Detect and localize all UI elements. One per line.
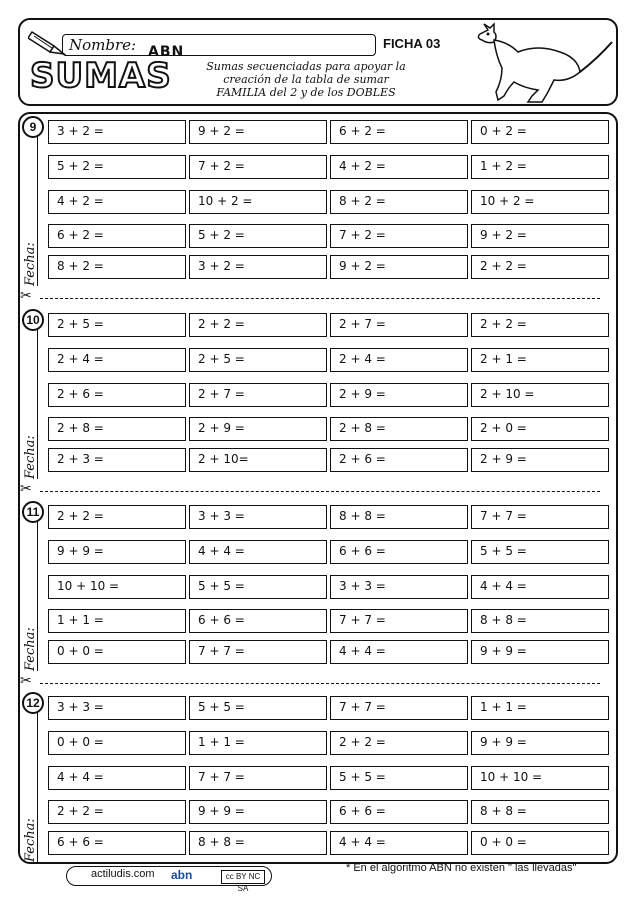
name-field[interactable] bbox=[62, 34, 376, 56]
sum-exercise-box[interactable]: 2 + 8 = bbox=[330, 417, 468, 441]
sum-exercise-box[interactable]: 3 + 3 = bbox=[330, 575, 468, 599]
sum-exercise-box[interactable]: 2 + 6 = bbox=[48, 383, 186, 407]
section-number: 12 bbox=[22, 692, 44, 714]
sum-exercise-box[interactable]: 2 + 9 = bbox=[189, 417, 327, 441]
sum-exercise-box[interactable]: 2 + 2 = bbox=[471, 313, 609, 337]
sum-exercise-box[interactable]: 8 + 8 = bbox=[330, 505, 468, 529]
kangaroo-icon bbox=[468, 22, 613, 104]
sum-exercise-box[interactable]: 2 + 3 = bbox=[48, 448, 186, 472]
sum-exercise-box[interactable]: 3 + 2 = bbox=[48, 120, 186, 144]
sum-exercise-box[interactable]: 5 + 5 = bbox=[189, 696, 327, 720]
sum-exercise-box[interactable]: 9 + 9 = bbox=[471, 640, 609, 664]
sum-exercise-box[interactable]: 9 + 2 = bbox=[189, 120, 327, 144]
sum-exercise-box[interactable]: 10 + 10 = bbox=[471, 766, 609, 790]
sum-exercise-box[interactable]: 0 + 0 = bbox=[48, 640, 186, 664]
sum-exercise-box[interactable]: 1 + 1 = bbox=[471, 696, 609, 720]
sum-exercise-box[interactable]: 6 + 6 = bbox=[330, 800, 468, 824]
subtitle-line: creación de la tabla de sumar bbox=[223, 73, 389, 86]
sum-exercise-box[interactable]: 0 + 0 = bbox=[471, 831, 609, 855]
sum-exercise-box[interactable]: 2 + 2 = bbox=[189, 313, 327, 337]
sum-exercise-box[interactable]: 2 + 4 = bbox=[48, 348, 186, 372]
sum-exercise-box[interactable]: 2 + 5 = bbox=[48, 313, 186, 337]
sum-exercise-box[interactable]: 0 + 2 = bbox=[471, 120, 609, 144]
sum-exercise-box[interactable]: 7 + 7 = bbox=[330, 696, 468, 720]
sum-exercise-box[interactable]: 2 + 10= bbox=[189, 448, 327, 472]
worksheet-subtitle bbox=[196, 60, 416, 99]
sum-exercise-box[interactable]: 4 + 2 = bbox=[330, 155, 468, 179]
sum-exercise-box[interactable]: 2 + 2 = bbox=[48, 800, 186, 824]
sum-exercise-box[interactable]: 3 + 3 = bbox=[189, 505, 327, 529]
footer-note: * En el algoritmo ABN no existen " las llevadas" bbox=[346, 862, 577, 874]
fecha-label: Fecha: bbox=[23, 627, 38, 671]
sum-exercise-box[interactable]: 8 + 2 = bbox=[330, 190, 468, 214]
sum-exercise-box[interactable]: 4 + 4 = bbox=[189, 540, 327, 564]
sum-exercise-box[interactable]: 7 + 7 = bbox=[330, 609, 468, 633]
sum-exercise-box[interactable]: 10 + 2 = bbox=[471, 190, 609, 214]
sum-exercise-box[interactable]: 7 + 7 = bbox=[471, 505, 609, 529]
sum-exercise-box[interactable]: 2 + 7 = bbox=[330, 313, 468, 337]
section-number: 11 bbox=[22, 501, 44, 523]
subtitle-line: FAMILIA del 2 y de los DOBLES bbox=[216, 86, 396, 99]
sum-exercise-box[interactable]: 9 + 9 = bbox=[471, 731, 609, 755]
sum-exercise-box[interactable]: 10 + 10 = bbox=[48, 575, 186, 599]
sum-exercise-box[interactable]: 8 + 2 = bbox=[48, 255, 186, 279]
sum-exercise-box[interactable]: 8 + 8 = bbox=[471, 609, 609, 633]
sum-exercise-box[interactable]: 7 + 7 = bbox=[189, 640, 327, 664]
sum-exercise-box[interactable]: 9 + 9 = bbox=[48, 540, 186, 564]
sum-exercise-box[interactable]: 8 + 8 = bbox=[471, 800, 609, 824]
cut-line bbox=[40, 491, 600, 492]
section-number: 10 bbox=[22, 309, 44, 331]
sum-exercise-box[interactable]: 5 + 5 = bbox=[330, 766, 468, 790]
sum-exercise-box[interactable]: 6 + 2 = bbox=[330, 120, 468, 144]
sum-exercise-box[interactable]: 2 + 2 = bbox=[330, 731, 468, 755]
sum-exercise-box[interactable]: 0 + 0 = bbox=[48, 731, 186, 755]
name-label: Nombre: bbox=[69, 36, 137, 54]
scissors-icon: ✂ bbox=[20, 288, 32, 304]
sum-exercise-box[interactable]: 6 + 6 = bbox=[189, 609, 327, 633]
sum-exercise-box[interactable]: 5 + 5 = bbox=[471, 540, 609, 564]
sum-exercise-box[interactable]: 9 + 9 = bbox=[189, 800, 327, 824]
sum-exercise-box[interactable]: 2 + 5 = bbox=[189, 348, 327, 372]
sum-exercise-box[interactable]: 2 + 2 = bbox=[48, 505, 186, 529]
sum-exercise-box[interactable]: 2 + 9 = bbox=[471, 448, 609, 472]
sum-exercise-box[interactable]: 3 + 3 = bbox=[48, 696, 186, 720]
sum-exercise-box[interactable]: 4 + 4 = bbox=[330, 640, 468, 664]
sum-exercise-box[interactable]: 2 + 10 = bbox=[471, 383, 609, 407]
fecha-label: Fecha: bbox=[23, 818, 38, 862]
sum-exercise-box[interactable]: 4 + 4 = bbox=[471, 575, 609, 599]
sum-exercise-box[interactable]: 5 + 2 = bbox=[48, 155, 186, 179]
sum-exercise-box[interactable]: 2 + 9 = bbox=[330, 383, 468, 407]
sum-exercise-box[interactable]: 5 + 5 = bbox=[189, 575, 327, 599]
sum-exercise-box[interactable]: 2 + 7 = bbox=[189, 383, 327, 407]
cc-license-icon: cc BY NC SA bbox=[221, 870, 265, 884]
fecha-label: Fecha: bbox=[23, 435, 38, 479]
sum-exercise-box[interactable]: 4 + 2 = bbox=[48, 190, 186, 214]
sum-exercise-box[interactable]: 6 + 6 = bbox=[48, 831, 186, 855]
scissors-icon: ✂ bbox=[20, 481, 32, 497]
sum-exercise-box[interactable]: 5 + 2 = bbox=[189, 224, 327, 248]
cut-line bbox=[40, 298, 600, 299]
sum-exercise-box[interactable]: 2 + 0 = bbox=[471, 417, 609, 441]
sum-exercise-box[interactable]: 10 + 2 = bbox=[189, 190, 327, 214]
scissors-icon: ✂ bbox=[20, 673, 32, 689]
ficha-number: FICHA 03 bbox=[383, 36, 441, 51]
site-link[interactable]: actiludis.com bbox=[91, 868, 155, 880]
logo-abn: ABN bbox=[148, 44, 185, 60]
sum-exercise-box[interactable]: 4 + 4 = bbox=[48, 766, 186, 790]
sum-exercise-box[interactable]: 2 + 8 = bbox=[48, 417, 186, 441]
sum-exercise-box[interactable]: 3 + 2 = bbox=[189, 255, 327, 279]
sum-exercise-box[interactable]: 6 + 2 = bbox=[48, 224, 186, 248]
footer-brand bbox=[66, 866, 272, 893]
sum-exercise-box[interactable]: 9 + 2 = bbox=[330, 255, 468, 279]
sum-exercise-box[interactable]: 9 + 2 = bbox=[471, 224, 609, 248]
sum-exercise-box[interactable]: 2 + 2 = bbox=[471, 255, 609, 279]
sum-exercise-box[interactable]: 1 + 1 = bbox=[48, 609, 186, 633]
sum-exercise-box[interactable]: 6 + 6 = bbox=[330, 540, 468, 564]
sum-exercise-box[interactable]: 4 + 4 = bbox=[330, 831, 468, 855]
sum-exercise-box[interactable]: 7 + 7 = bbox=[189, 766, 327, 790]
fecha-label: Fecha: bbox=[23, 242, 38, 286]
cut-line bbox=[40, 683, 600, 684]
sum-exercise-box[interactable]: 2 + 4 = bbox=[330, 348, 468, 372]
sum-exercise-box[interactable]: 1 + 2 = bbox=[471, 155, 609, 179]
sum-exercise-box[interactable]: 7 + 2 = bbox=[189, 155, 327, 179]
sum-exercise-box[interactable]: 2 + 6 = bbox=[330, 448, 468, 472]
abn-logo: abn bbox=[171, 868, 193, 882]
subtitle-line: Sumas secuenciadas para apoyar la bbox=[206, 60, 406, 73]
section-number: 9 bbox=[22, 116, 44, 138]
sum-exercise-box[interactable]: 7 + 2 = bbox=[330, 224, 468, 248]
sum-exercise-box[interactable]: 8 + 8 = bbox=[189, 831, 327, 855]
sum-exercise-box[interactable]: 2 + 1 = bbox=[471, 348, 609, 372]
logo-text: SUMAS bbox=[30, 56, 172, 96]
sum-exercise-box[interactable]: 1 + 1 = bbox=[189, 731, 327, 755]
